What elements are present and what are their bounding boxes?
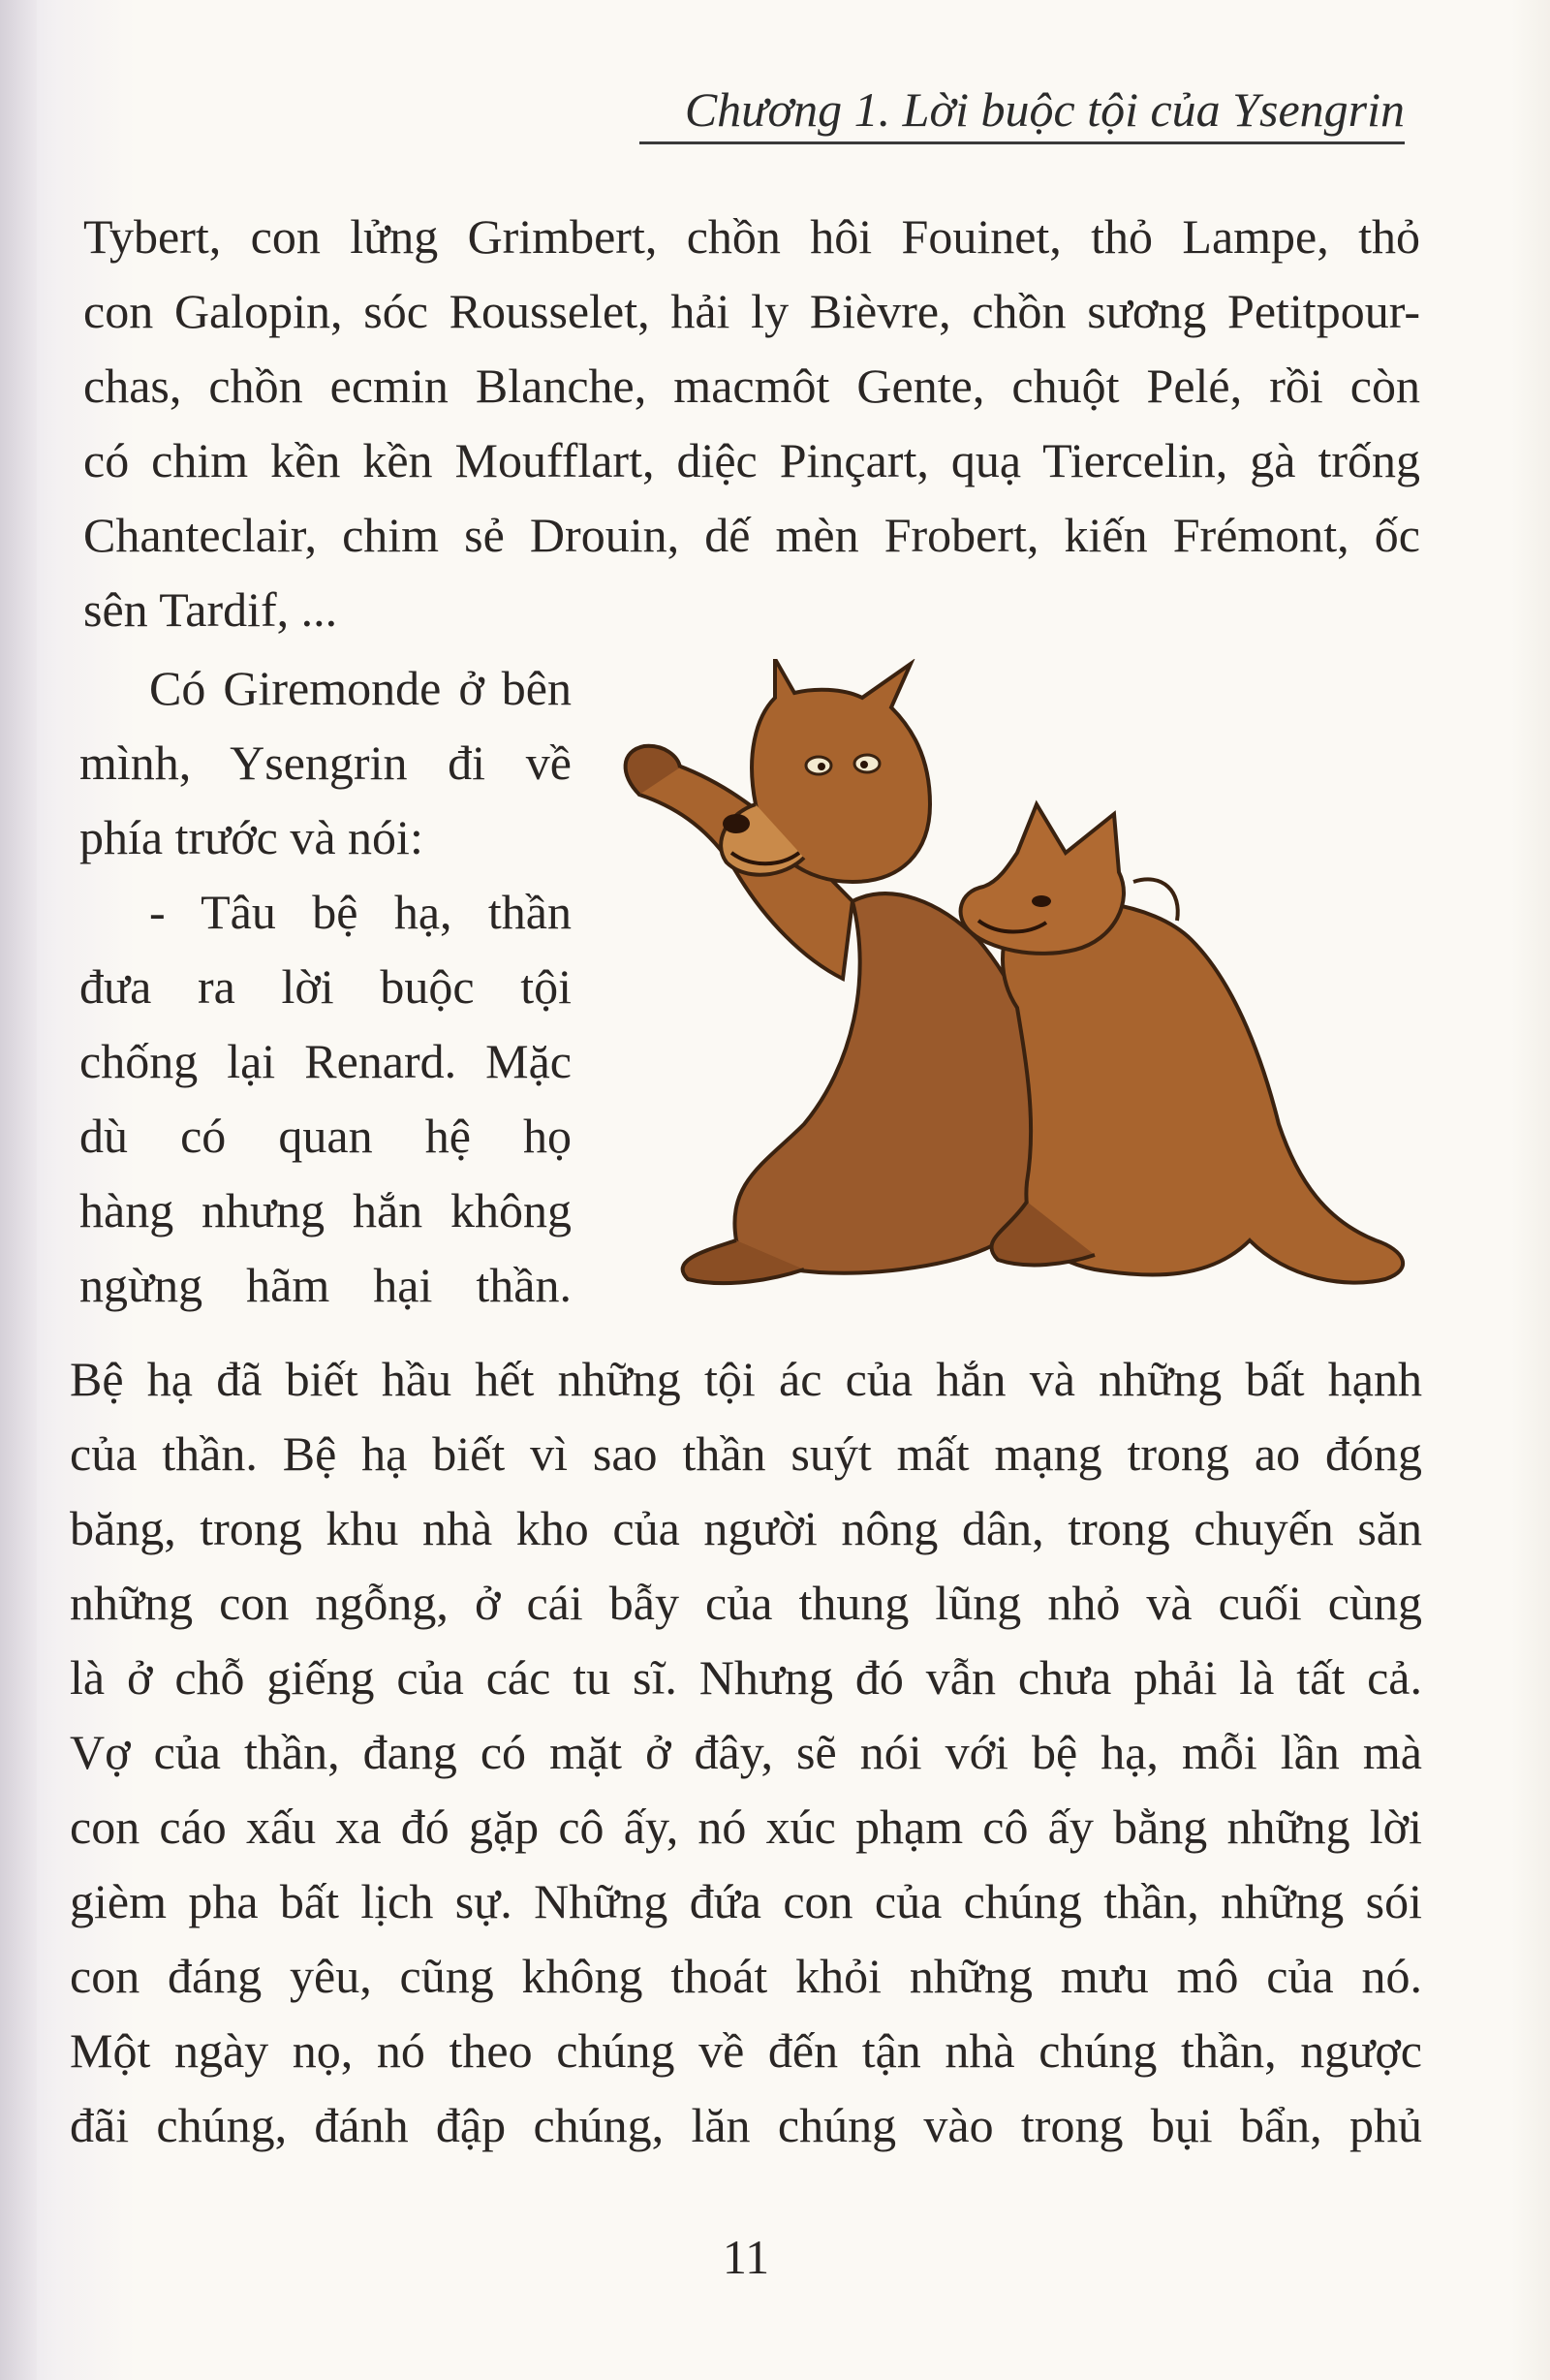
text-line: - Tâu bệ hạ, thần bbox=[149, 885, 572, 939]
text-line: chống lại Renard. Mặc bbox=[79, 1034, 572, 1088]
text-line: của thần. Bệ hạ biết vì sao thần suýt mất mạng trong ao đóng bbox=[70, 1426, 1422, 1481]
text-line: Chanteclair, chim sẻ Drouin, dế mèn Frobert, kiến Frémont, ốc bbox=[83, 508, 1420, 562]
text-line: Có Giremonde ở bên bbox=[149, 661, 572, 715]
text-line: hàng nhưng hắn không bbox=[79, 1183, 572, 1237]
wolves-illustration bbox=[610, 659, 1424, 1308]
text-line: gièm pha bất lịch sự. Những đứa con của chúng thần, những sói bbox=[70, 1874, 1422, 1928]
wolf-ysengrin-figure bbox=[626, 659, 1048, 1283]
page-number: 11 bbox=[722, 2230, 770, 2284]
paragraph-animal-list bbox=[83, 200, 1420, 647]
chapter-header: Chương 1. Lời buộc tội của Ysengrin bbox=[639, 79, 1405, 144]
text-line: Vợ của thần, đang có mặt ở đây, sẽ nói với bệ hạ, mỗi lần mà bbox=[70, 1725, 1422, 1779]
side-column-text bbox=[79, 651, 572, 1323]
wolf-giremonde-figure bbox=[961, 804, 1404, 1283]
text-line: là ở chỗ giếng của các tu sĩ. Nhưng đó vẫn chưa phải là tất cả. bbox=[70, 1650, 1422, 1705]
text-line: con đáng yêu, cũng không thoát khỏi những mưu mô của nó. bbox=[70, 1949, 1422, 2003]
text-line: dù có quan hệ họ bbox=[79, 1109, 572, 1163]
text-line: Một ngày nọ, nó theo chúng về đến tận nhà chúng thần, ngược bbox=[70, 2023, 1422, 2078]
text-line: con cáo xấu xa đó gặp cô ấy, nó xúc phạm cô ấy bằng những lời bbox=[70, 1800, 1422, 1854]
text-line: đưa ra lời buộc tội bbox=[79, 959, 572, 1014]
paragraph-accusation bbox=[70, 1342, 1422, 2163]
text-line: con Galopin, sóc Rousselet, hải ly Bièvre, chồn sương Petitpour- bbox=[83, 284, 1420, 338]
text-line: chas, chồn ecmin Blanche, macmôt Gente, chuột Pelé, rồi còn bbox=[83, 359, 1420, 413]
text-line: sên Tardif, ... bbox=[83, 582, 338, 637]
text-line: băng, trong khu nhà kho của người nông dân, trong chuyến săn bbox=[70, 1501, 1422, 1555]
text-line: Tybert, con lửng Grimbert, chồn hôi Fouinet, thỏ Lampe, thỏ bbox=[83, 209, 1420, 264]
text-line: ngừng hãm hại thần. bbox=[79, 1258, 572, 1312]
page-spine-shadow bbox=[0, 0, 37, 2380]
text-line: những con ngỗng, ở cái bẫy của thung lũng nhỏ và cuối cùng bbox=[70, 1576, 1422, 1630]
text-line: phía trước và nói: bbox=[79, 810, 423, 864]
text-line: Bệ hạ đã biết hầu hết những tội ác của hắn và những bất hạnh bbox=[70, 1352, 1422, 1406]
text-line: có chim kền kền Moufflart, diệc Pinçart, quạ Tiercelin, gà trống bbox=[83, 433, 1420, 487]
text-line: mình, Ysengrin đi về bbox=[79, 736, 572, 790]
text-line: đãi chúng, đánh đập chúng, lăn chúng vào trong bụi bẩn, phủ bbox=[70, 2098, 1422, 2152]
